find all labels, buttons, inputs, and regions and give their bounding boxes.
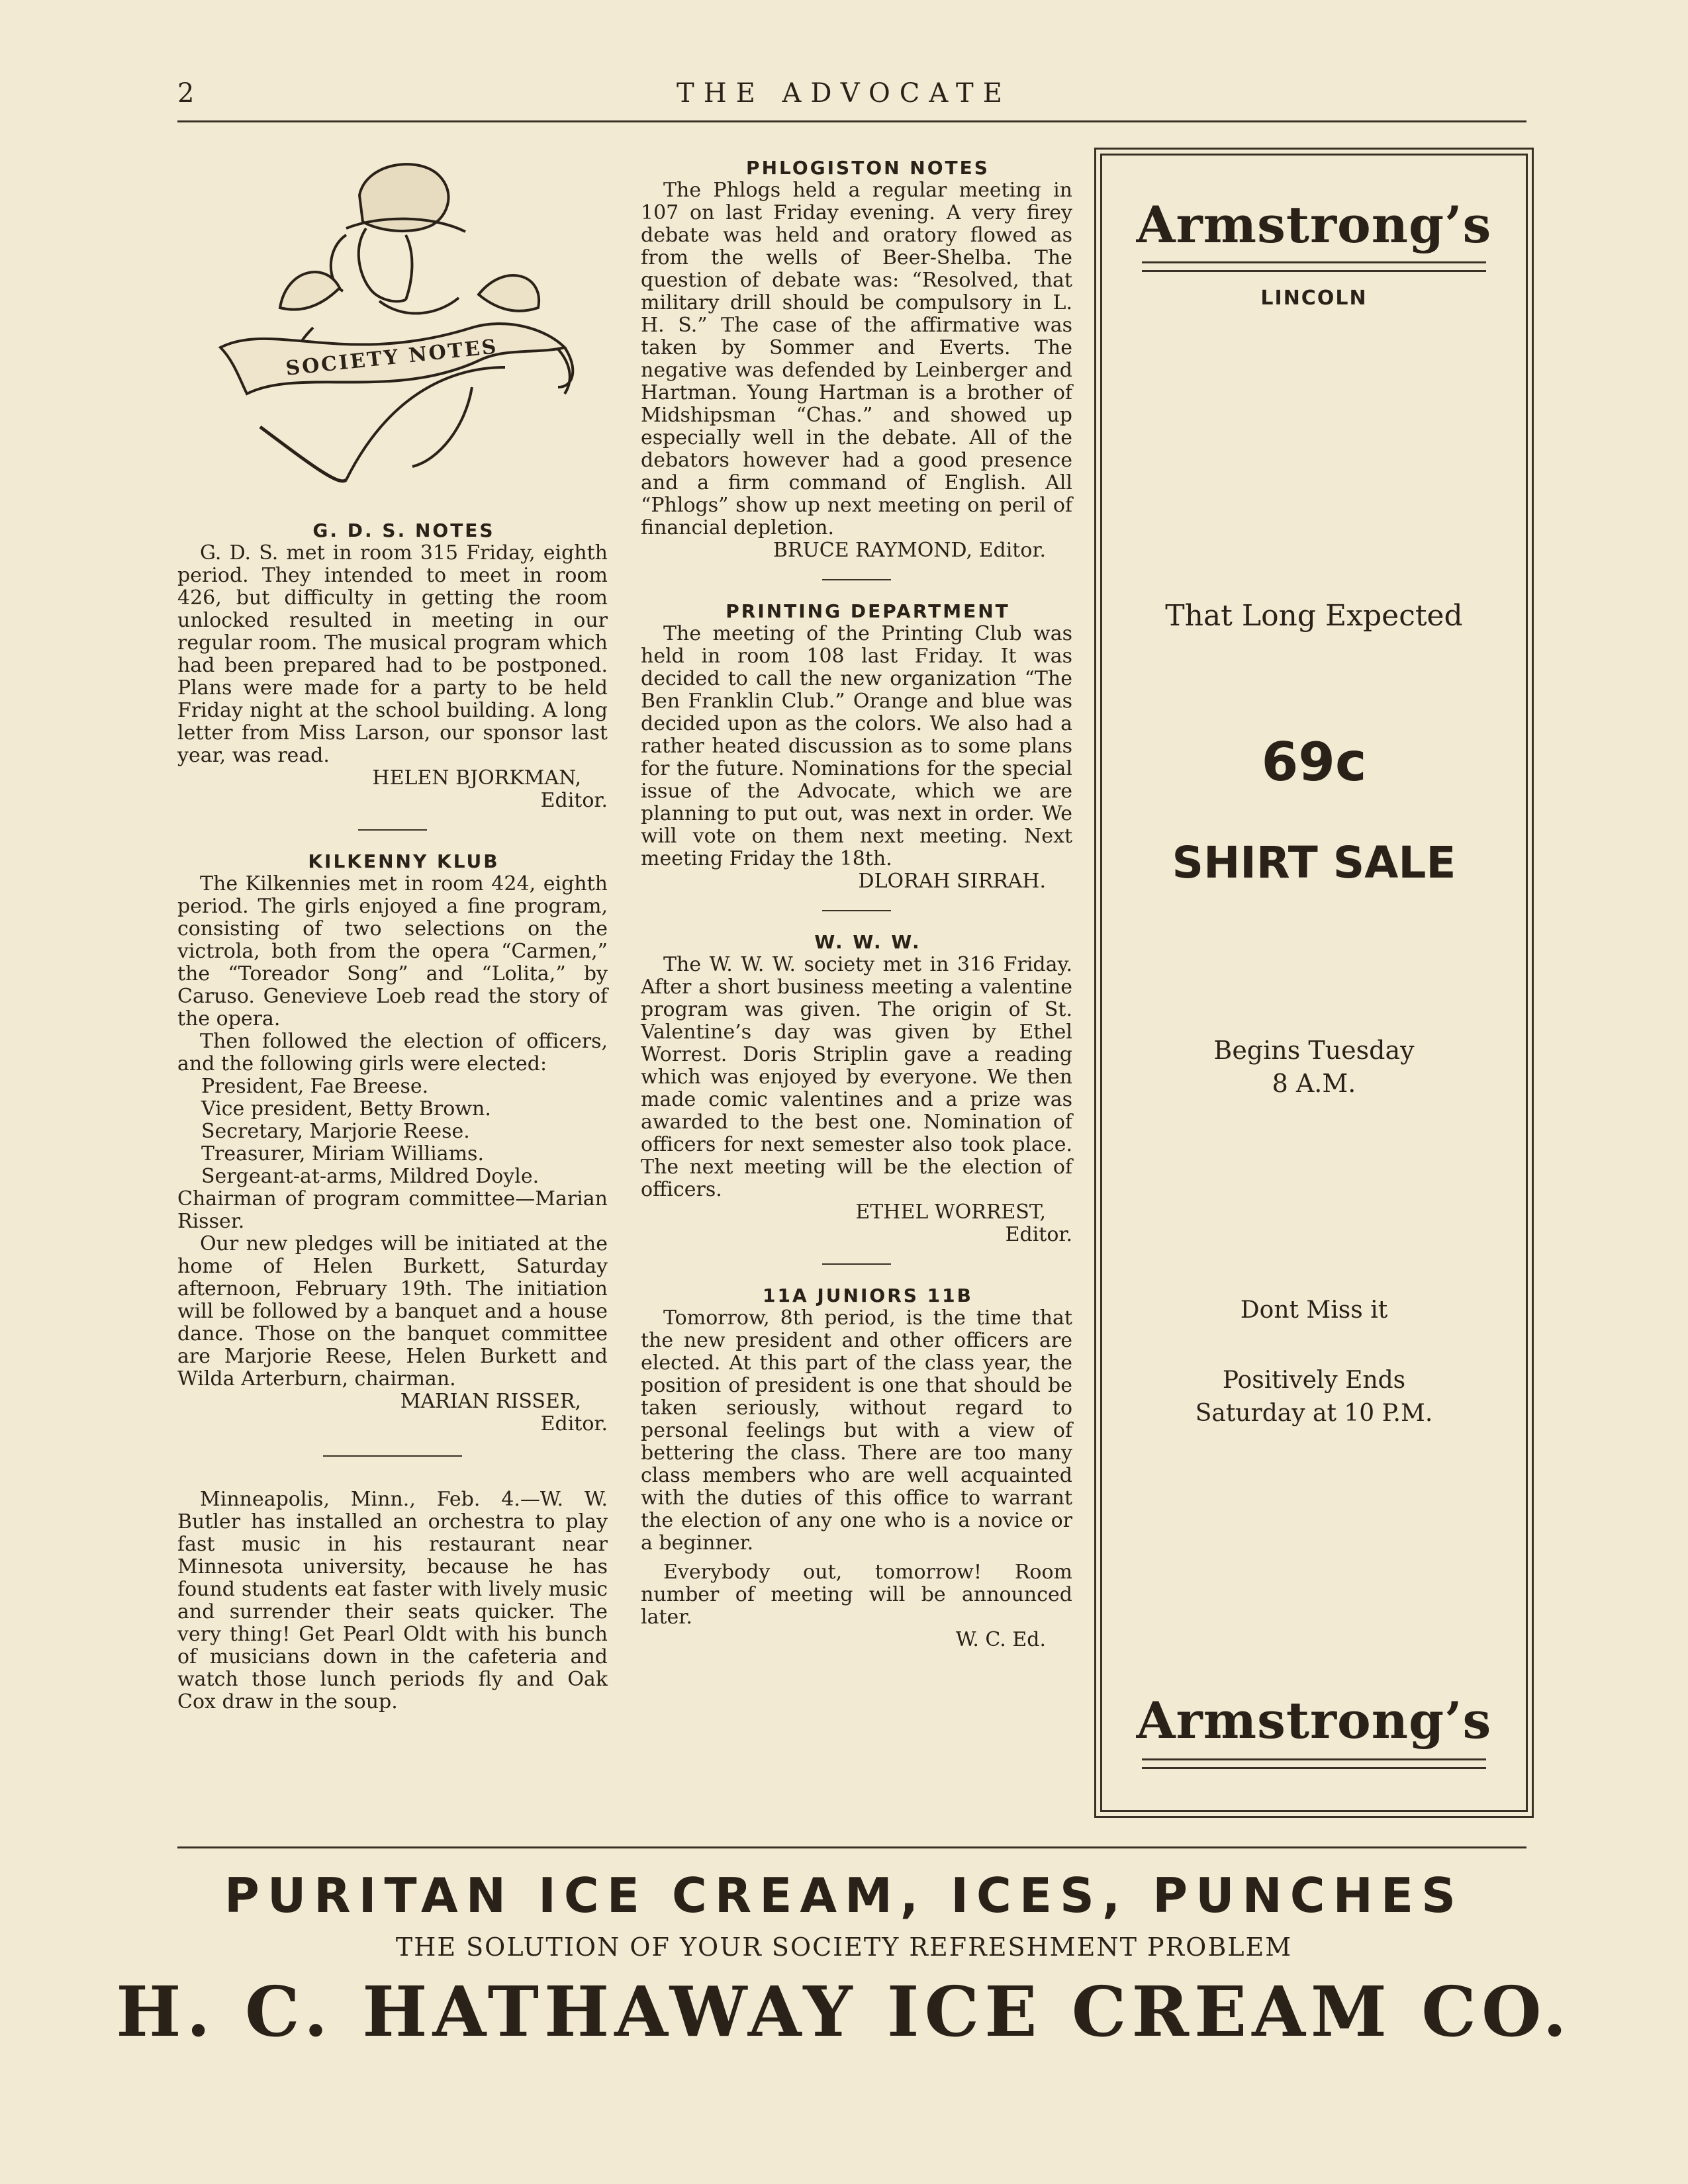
kilkenny-signature-name: MARIAN RISSER,: [400, 1390, 581, 1413]
footer-ad-line-2: THE SOLUTION OF YOUR SOCIETY REFRESHMENT PROBLEM: [395, 1933, 1293, 1962]
gds-notes-heading: G. D. S. NOTES: [312, 520, 495, 541]
ad-begins-line-2: 8 A.M.: [1272, 1069, 1356, 1098]
separator: [822, 1263, 891, 1265]
minneapolis-item: Minneapolis, Minn., Feb. 4.—W. W. Butler has installed an orchestra to play fast music in his restaurant near Minnesota university, because he has found students eat faster with lively music and surrender their seats quicker. The very thing! Get Pearl Oldt with his bunch of musicians down in the cafeteria and watch those lunch periods fly and Oak Cox draw in the soup.: [177, 1488, 608, 1713]
society-notes-emblem: [194, 149, 591, 493]
gds-signature-title: Editor.: [540, 789, 608, 812]
officer-item: Vice president, Betty Brown.: [201, 1097, 491, 1120]
printing-body: The meeting of the Printing Club was held in room 108 last Friday. It was decided to call the new organization “The Ben Franklin Club.” Orange and blue was decided upon as the colors. We also had a rather heated discussion as to some plans for the future. Nominations for the special issue of the Advocate, which we are planning to put out, was next in order. We will vote on them next meeting. Next meeting Friday the 18th.: [641, 622, 1072, 870]
ad-ends-line-2: Saturday at 10 P.M.: [1195, 1400, 1433, 1427]
emblem-banner-text: SOCIETY NOTES: [284, 335, 500, 381]
phlogiston-notes-heading: PHLOGISTON NOTES: [746, 157, 990, 179]
printing-signature: DLORAH SIRRAH.: [858, 870, 1046, 893]
armstrongs-advertisement: [1100, 154, 1528, 1812]
kilkenny-paragraph-2: Then followed the election of officers, and the following girls were elected:: [177, 1030, 608, 1075]
ad-begins-line-1: Begins Tuesday: [1213, 1036, 1415, 1065]
separator: [323, 1455, 462, 1457]
column-middle: [641, 149, 1072, 1651]
ad-brand-bottom: Armstrong’s: [1136, 1691, 1492, 1750]
ad-brand-top: Armstrong’s: [1136, 195, 1492, 254]
bottom-rule: [177, 1846, 1526, 1848]
ad-double-rule: [1142, 1758, 1486, 1769]
juniors-paragraph-1: Tomorrow, 8th period, is the time that the new president and other officers are elected. At this part of the class year, the position of president is one that should be taken seriously, without regard to personal feelings but with a view of bettering the class. There are too many class members who are well acquainted with the duties of this office to warrant the election of any one who is a novice or a beginner.: [641, 1306, 1072, 1555]
officer-item: Chairman of program committee—Marian Risser.: [177, 1187, 608, 1233]
gds-notes-body: G. D. S. met in room 315 Friday, eighth period. They intended to meet in room 426, but difficulty in getting the room unlocked resulted in meeting in our regular room. The musical program which had been prepared had to be postponed. Plans were made for a party to be held Friday night at the school building. A long letter from Miss Larson, our sponsor last year, was read.: [177, 541, 608, 767]
juniors-signature: W. C. Ed.: [955, 1628, 1046, 1651]
separator: [358, 829, 427, 831]
officer-item: Secretary, Marjorie Reese.: [201, 1120, 470, 1143]
footer-ad-line-1: PURITAN ICE CREAM, ICES, PUNCHES: [224, 1868, 1464, 1923]
officer-item: President, Fae Breese.: [201, 1075, 429, 1098]
ad-ends-line-1: Positively Ends: [1222, 1367, 1406, 1394]
ad-tagline: That Long Expected: [1165, 599, 1463, 633]
officer-item: Sergeant-at-arms, Mildred Doyle.: [201, 1165, 539, 1188]
gds-signature-name: HELEN BJORKMAN,: [372, 766, 581, 790]
phlogiston-signature: BRUCE RAYMOND, Editor.: [773, 539, 1046, 562]
www-heading: W. W. W.: [814, 931, 921, 953]
ad-price: 69c: [1261, 731, 1367, 793]
masthead: THE ADVOCATE: [677, 78, 1011, 109]
kilkenny-paragraph-1: The Kilkennies met in room 424, eighth period. The girls enjoyed a fine program, consisting of two selections on the victrola, both from the opera “Carmen,” the “Toreador Song” and “Lolita,” by Caruso. Genevieve Loeb read the story of the opera.: [177, 872, 608, 1030]
juniors-heading: 11A JUNIORS 11B: [763, 1285, 973, 1306]
kilkenny-paragraph-3: Our new pledges will be initiated at the home of Helen Burkett, Saturday afternoon, February 19th. The initiation will be followed by a banquet and a house dance. Those on the banquet committee are Marjorie Reese, Helen Burkett and Wilda Arterburn, chairman.: [177, 1232, 608, 1390]
separator: [822, 910, 891, 911]
juniors-paragraph-2: Everybody out, tomorrow! Room number of meeting will be announced later.: [641, 1561, 1072, 1629]
column-left: [177, 149, 608, 1713]
ad-double-rule: [1142, 261, 1486, 272]
www-signature-name: ETHEL WORREST,: [855, 1201, 1046, 1224]
printing-department-heading: PRINTING DEPARTMENT: [726, 600, 1010, 622]
ad-shirt-sale: SHIRT SALE: [1172, 837, 1456, 888]
phlogiston-body: The Phlogs held a regular meeting in 107 on last Friday evening. A very firey debate was held and oratory flowed as from the wells of Beer-Shelba. The question of debate was: “Resolved, that military drill should be compulsory in L. H. S.” The case of the affirmative was taken by Sommer and Everts. The negative was defended by Leinberger and Hartman. Young Hartman is a brother of Midshipsman “Chas.” and showed up especially well in the debate. All of the debators however had a good presence and a firm command of English. All “Phlogs” show up next meeting on peril of financial depletion.: [641, 179, 1072, 539]
page-number: 2: [177, 78, 195, 109]
kilkenny-signature-title: Editor.: [540, 1412, 608, 1435]
officer-item: Treasurer, Miriam Williams.: [201, 1142, 484, 1165]
separator: [822, 579, 891, 580]
www-signature-title: Editor.: [1005, 1223, 1072, 1246]
top-rule: [177, 120, 1526, 122]
kilkenny-klub-heading: KILKENNY KLUB: [308, 850, 500, 872]
ad-city: LINCOLN: [1260, 287, 1368, 310]
ad-dont-miss: Dont Miss it: [1240, 1297, 1388, 1324]
www-body: The W. W. W. society met in 316 Friday. After a short business meeting a valentine program was given. The origin of St. Valentine’s day was given by Ethel Worrest. Doris Striplin gave a reading which was enjoyed by everyone. We then made comic valentines and a prize was awarded to the best one. Nomination of officers for next semester also took place. The next meeting will be the election of officers.: [641, 953, 1072, 1201]
footer-ad-line-3: H. C. HATHAWAY ICE CREAM CO.: [116, 1971, 1572, 2052]
